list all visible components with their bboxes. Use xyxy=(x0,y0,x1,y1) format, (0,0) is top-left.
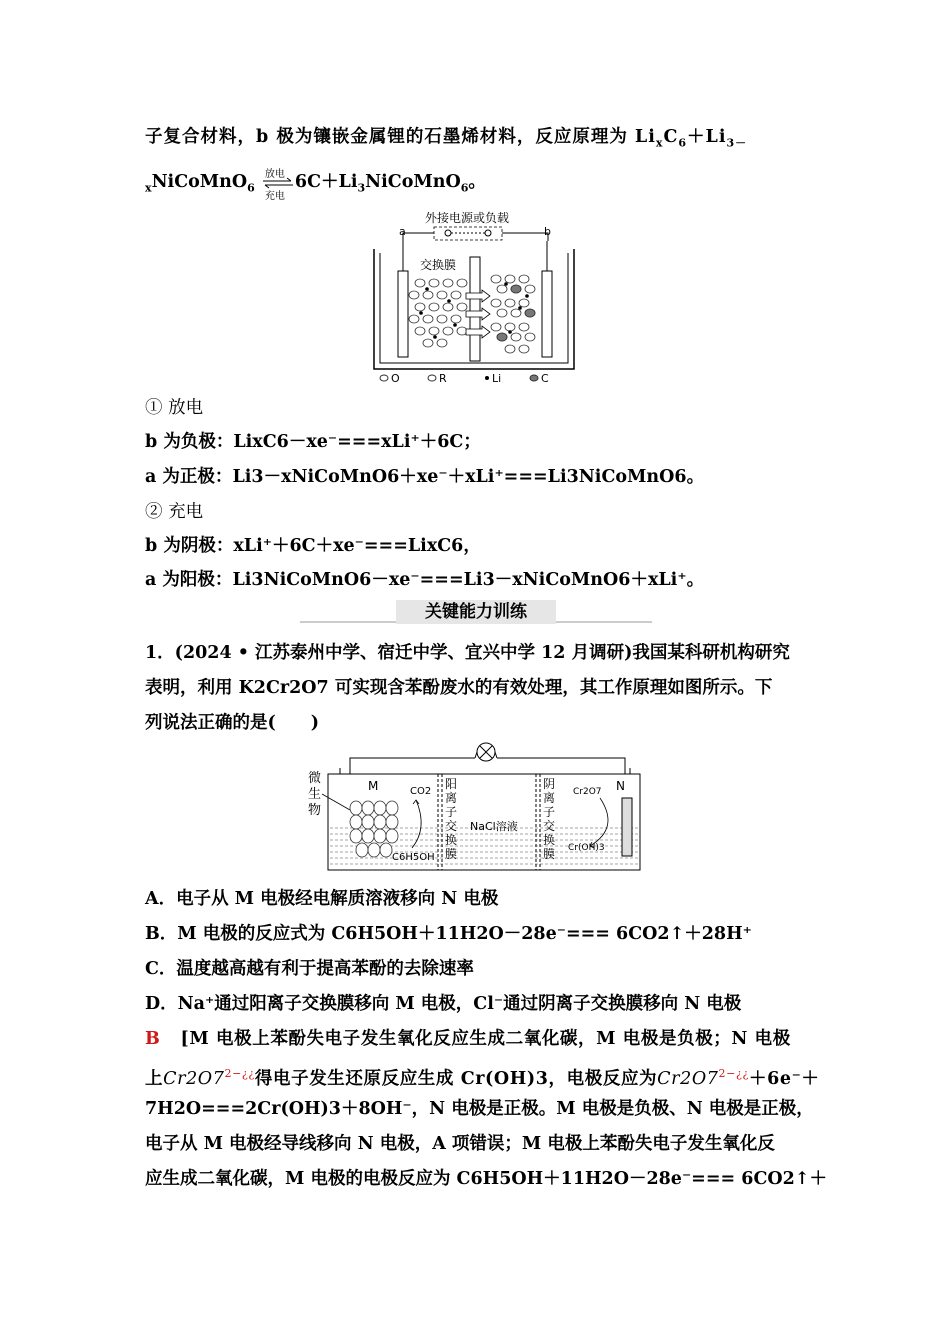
svg-text:M: M xyxy=(368,779,379,793)
answer-line-5: 应生成二氧化碳，M 电极的电极反应为 C6H5OH＋11H2O－28e⁻=== 6CO2↑＋ xyxy=(145,1169,827,1189)
option-c: C．温度越高越有利于提高苯酚的去除速率 xyxy=(145,959,474,979)
svg-text:离: 离 xyxy=(543,791,556,805)
discharge-positive: a 为正极：Li3－xNiCoMnO6＋xe⁻＋xLi⁺===Li3NiCoMnO6。 xyxy=(145,467,705,487)
answer-line-2: 上$Cr2O7^{2-¿¿}$得电子发生还原反应生成 Cr(OH)3，电极反应为$Cr2O7^{2-¿¿}+6e^-+$ xyxy=(145,1067,820,1089)
svg-text:物: 物 xyxy=(308,803,322,818)
svg-text:子: 子 xyxy=(445,805,458,819)
svg-text:Li: Li xyxy=(492,372,502,385)
svg-text:N: N xyxy=(616,779,625,793)
svg-text:膜: 膜 xyxy=(445,847,458,861)
svg-text:NaCl溶液: NaCl溶液 xyxy=(470,820,518,833)
charge-anode: a 为阳极：Li3NiCoMnO6－xe⁻===Li3－xNiCoMnO6＋xLi⁺。 xyxy=(145,570,705,590)
answer-line-1: B [M 电极上苯酚失电子发生氧化反应生成二氧化碳，M 电极是负极；N 电极 xyxy=(145,1029,791,1049)
svg-text:子: 子 xyxy=(543,805,556,819)
svg-text:O: O xyxy=(391,372,400,385)
answer-line-3: 7H2O===2Cr(OH)3＋8OH⁻，N 电极是正极。M 电极是负极、N 电极是正极， xyxy=(145,1099,814,1119)
charge-cathode: b 为阴极：xLi⁺＋6C＋xe⁻===LixC6， xyxy=(145,536,481,556)
svg-text:C: C xyxy=(541,372,549,385)
discharge-negative: b 为负极：LixC6－xe⁻===xLi⁺＋6C； xyxy=(145,432,481,452)
reversible-arrow: 放电 充电 xyxy=(261,171,295,195)
option-a: A．电子从 M 电极经电解质溶液移向 N 电极 xyxy=(145,889,499,909)
svg-text:CO2: CO2 xyxy=(410,786,432,797)
svg-text:离: 离 xyxy=(445,791,458,805)
svg-text:微: 微 xyxy=(308,771,322,786)
answer-line-4: 电子从 M 电极经导线移向 N 电极，A 项错误；M 电极上苯酚失电子发生氧化反 xyxy=(145,1134,775,1154)
battery-diagram-svg xyxy=(370,205,580,385)
electrolysis-diagram-svg xyxy=(300,738,645,873)
discharge-title: ① 放电 xyxy=(145,398,204,418)
section-banner: 关键能力训练 xyxy=(300,598,652,628)
svg-text:Cr2O7: Cr2O7 xyxy=(573,787,602,797)
svg-text:a: a xyxy=(399,225,406,238)
svg-text:R: R xyxy=(439,372,447,385)
electrolysis-diagram xyxy=(300,738,645,873)
q1-line-1: 1．(2024 • 江苏泰州中学、宿迁中学、宜兴中学 12 月调研)我国某科研机构研究 xyxy=(145,643,790,663)
svg-text:交: 交 xyxy=(543,819,556,833)
svg-text:阳: 阳 xyxy=(445,777,458,791)
charge-title: ② 充电 xyxy=(145,502,204,522)
svg-text:Cr(OH)3: Cr(OH)3 xyxy=(568,843,605,853)
answer-letter: B xyxy=(145,1029,161,1049)
option-d: D．Na⁺通过阳离子交换膜移向 M 电极，Cl⁻通过阴离子交换膜移向 N 电极 xyxy=(145,994,742,1014)
intro-line-1: 子复合材料，b 极为镶嵌金属锂的石墨烯材料，反应原理为 $Li_xC_6+Li_{3-}$ xyxy=(145,127,748,150)
svg-text:阴: 阴 xyxy=(543,777,556,791)
svg-text:生: 生 xyxy=(308,787,322,802)
fig1-title: 外接电源或负载 xyxy=(425,211,510,225)
svg-text:交换膜: 交换膜 xyxy=(420,258,457,272)
svg-text:膜: 膜 xyxy=(543,847,556,861)
option-b: B．M 电极的反应式为 C6H5OH＋11H2O－28e⁻=== 6CO2↑＋28H⁺ xyxy=(145,924,752,944)
q1-line-2: 表明，利用 K2Cr2O7 可实现含苯酚废水的有效处理，其工作原理如图所示。下 xyxy=(145,678,773,698)
battery-diagram xyxy=(370,205,580,385)
q1-line-3: 列说法正确的是( ) xyxy=(145,713,320,733)
svg-text:换: 换 xyxy=(543,833,556,847)
svg-text:b: b xyxy=(544,225,551,238)
svg-text:交: 交 xyxy=(445,819,458,833)
svg-text:换: 换 xyxy=(445,833,458,847)
svg-text:C6H5OH: C6H5OH xyxy=(392,852,435,863)
intro-line-2: $_x$NiCoMnO$_6$ 放电 充电 $6C+Li_3NiCoMnO_6$。 xyxy=(145,168,486,202)
